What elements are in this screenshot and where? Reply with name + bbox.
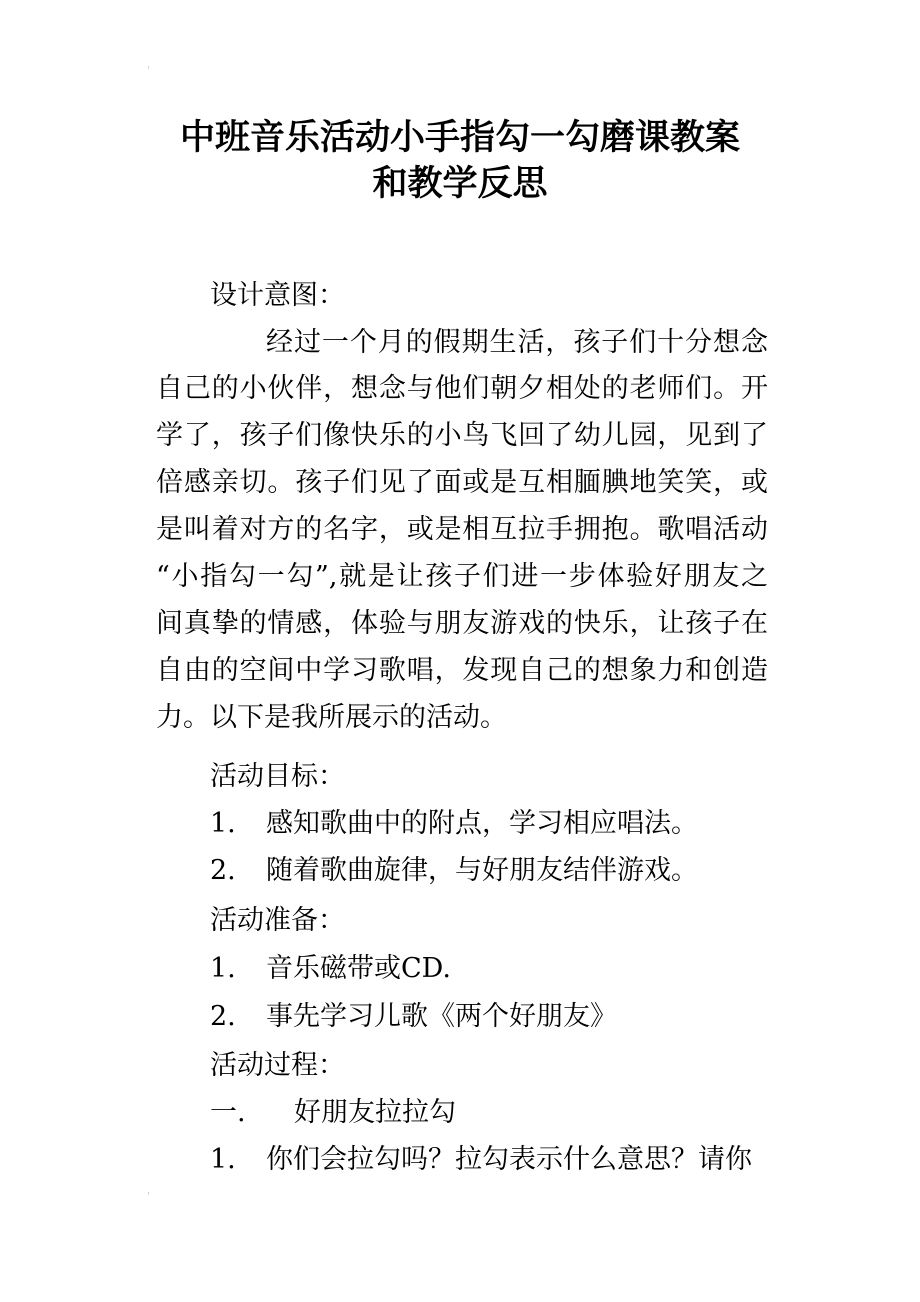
prep-number: 1. bbox=[210, 953, 236, 984]
prep-item-2 bbox=[210, 993, 617, 1040]
process-item-text: 你们会拉勾吗？拉勾表示什么意思？请你 bbox=[266, 1144, 752, 1175]
prep-item-1 bbox=[210, 945, 451, 992]
title-line-1: 中班音乐活动小手指勾一勾磨课教案 bbox=[179, 118, 740, 158]
section-heading-prep: 活动准备： bbox=[210, 905, 345, 936]
paragraph-line-6: “小指勾一勾”,就是让孩子们进一步体验好朋友之 bbox=[156, 561, 768, 592]
goal-text: 随着歌曲旋律，与好朋友结伴游戏。 bbox=[266, 855, 698, 886]
prep-text: 音乐磁带或CD. bbox=[266, 953, 451, 984]
prep-number: 2. bbox=[210, 1001, 236, 1032]
title-line-2: 和教学反思 bbox=[372, 164, 548, 204]
goal-item-2 bbox=[210, 847, 698, 894]
corner-mark-top: ' bbox=[147, 65, 150, 76]
section-heading-goals: 活动目标： bbox=[210, 761, 345, 792]
paragraph-line-9: 力。以下是我所展示的活动。 bbox=[156, 702, 507, 733]
section-heading-process: 活动过程： bbox=[210, 1050, 345, 1081]
goal-text: 感知歌曲中的附点，学习相应唱法。 bbox=[266, 808, 698, 839]
paragraph-line-4: 倍感亲切。孩子们见了面或是互相腼腆地笑笑，或 bbox=[156, 467, 768, 498]
section-heading-design: 设计意图： bbox=[210, 280, 345, 311]
paragraph-line-5: 是叫着对方的名字，或是相互拉手拥抱。歌唱活动 bbox=[156, 514, 768, 545]
prep-text: 事先学习儿歌《两个好朋友》 bbox=[266, 1001, 617, 1032]
goal-number: 2. bbox=[210, 855, 236, 886]
goal-item-1 bbox=[210, 800, 698, 847]
process-item-number: 1. bbox=[210, 1144, 236, 1175]
paragraph-line-7: 间真挚的情感，体验与朋友游戏的快乐，让孩子在 bbox=[156, 608, 768, 639]
process-step-1 bbox=[210, 1089, 456, 1136]
paragraph-line-1: 经过一个月的假期生活，孩子们十分想念 bbox=[266, 327, 768, 358]
paragraph-line-2: 自己的小伙伴，想念与他们朝夕相处的老师们。开 bbox=[156, 373, 768, 404]
paragraph-line-3: 学了，孩子们像快乐的小鸟飞回了幼儿园，见到了 bbox=[156, 420, 768, 451]
corner-mark-bottom: ' bbox=[147, 1191, 150, 1202]
process-step-text: 好朋友拉拉勾 bbox=[294, 1097, 456, 1128]
process-step-number: 一. bbox=[210, 1097, 246, 1128]
goal-number: 1. bbox=[210, 808, 236, 839]
process-item-1 bbox=[210, 1136, 752, 1183]
paragraph-line-8: 自由的空间中学习歌唱，发现自己的想象力和创造 bbox=[156, 655, 768, 686]
